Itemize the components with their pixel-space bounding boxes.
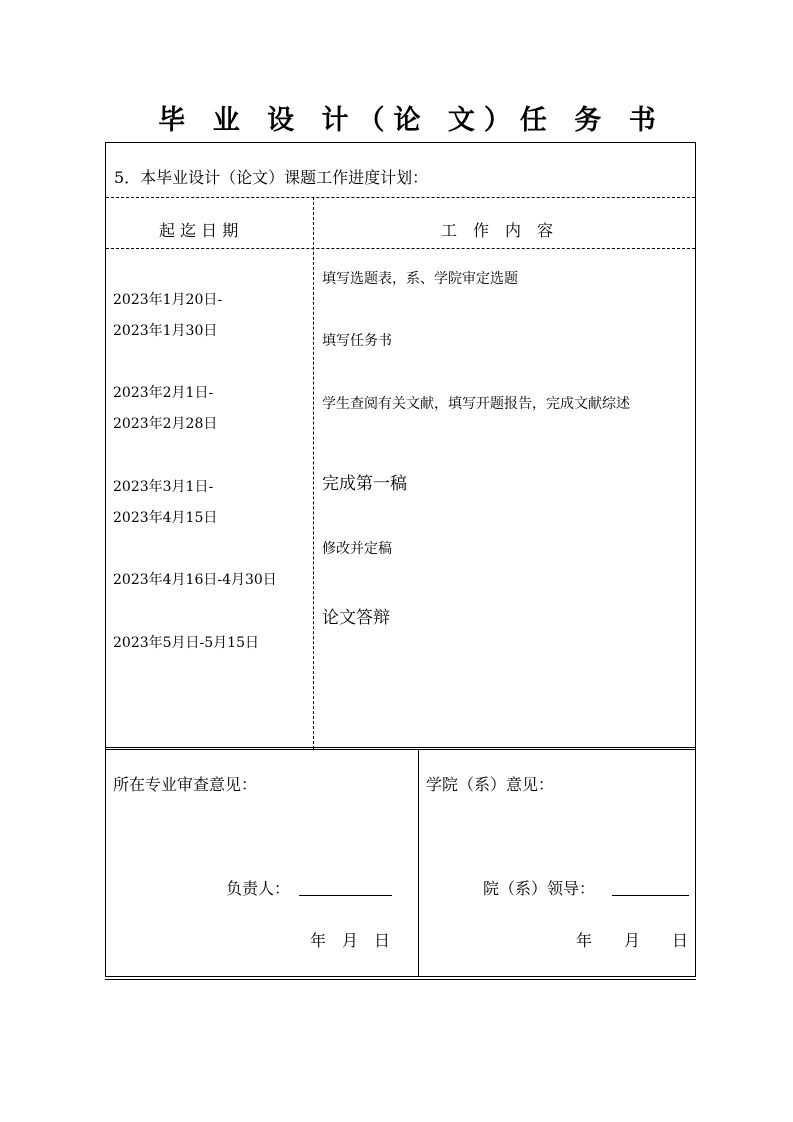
college-sign-label: 院（系）领导：: [483, 879, 596, 898]
divider: [106, 248, 695, 249]
college-sign-field[interactable]: [612, 895, 689, 896]
column-divider: [418, 749, 419, 976]
document-title: 毕 业 设 计（论 文）任 务 书: [158, 105, 665, 136]
divider: [106, 749, 695, 750]
schedule-table: [105, 142, 696, 977]
section-label: 5．本毕业设计（论文）课题工作进度计划：: [114, 168, 429, 187]
divider: [105, 979, 696, 980]
divider: [106, 747, 695, 748]
divider: [106, 197, 695, 198]
date-entry: 2023年4月16日-4月30日: [113, 572, 277, 588]
college-opinion-label: 学院（系）意见：: [426, 775, 555, 794]
date-entry: 2023年5月日-5月15日: [113, 635, 259, 651]
date-entry: 2023年3月1日-: [113, 479, 214, 495]
task-entry: 学生查阅有关文献，填写开题报告，完成文献综述: [322, 396, 630, 412]
major-sign-field[interactable]: [299, 895, 392, 896]
date-entry: 2023年2月1日-: [113, 385, 214, 401]
date-entry: 2023年4月15日: [113, 510, 218, 526]
date-entry: 2023年2月28日: [113, 416, 218, 432]
header-content: 工 作 内 容: [441, 221, 554, 240]
task-entry: 完成第一稿: [322, 474, 407, 494]
header-date: 起 迄 日 期: [159, 221, 239, 240]
date-entry: 2023年1月20日-: [113, 292, 223, 308]
major-sign-label: 负责人：: [226, 879, 291, 898]
task-entry: 修改并定稿: [322, 541, 392, 557]
column-divider: [313, 197, 314, 749]
task-entry: 论文答辩: [322, 608, 390, 628]
date-entry: 2023年1月30日: [113, 323, 218, 339]
college-date-label: 年 月 日: [576, 931, 689, 950]
major-opinion-label: 所在专业审查意见：: [113, 775, 258, 794]
major-date-label: 年 月 日: [310, 931, 391, 950]
task-entry: 填写任务书: [322, 333, 392, 349]
task-entry: 填写选题表，系、学院审定选题: [322, 271, 518, 287]
